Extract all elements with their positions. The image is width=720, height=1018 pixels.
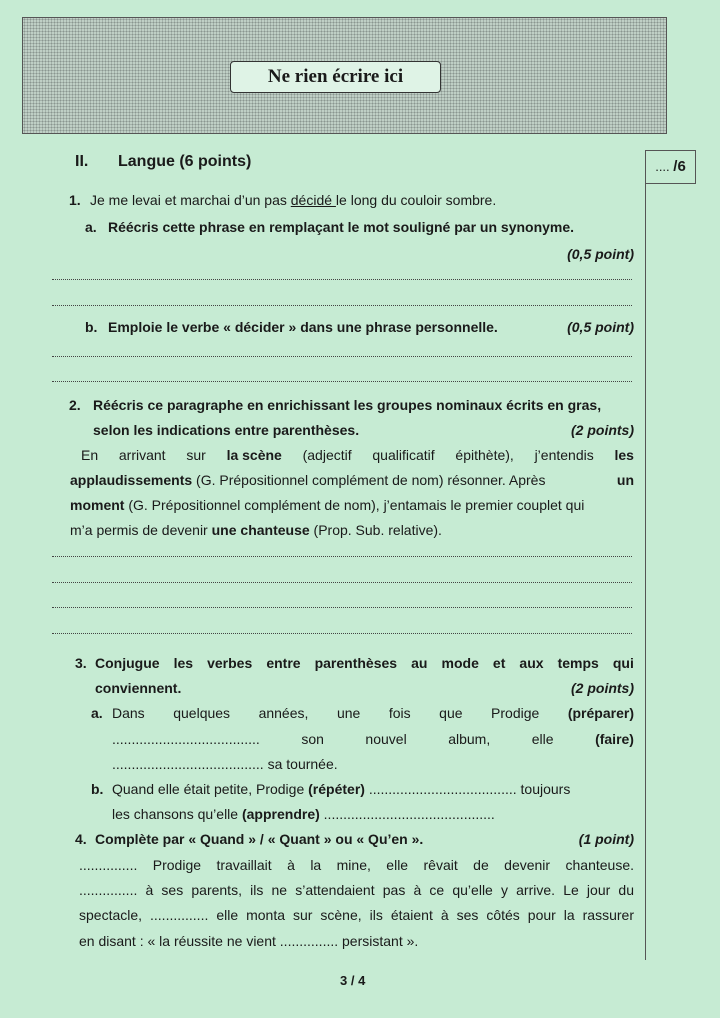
q2-bold-group: les (614, 447, 634, 463)
q2-word: En (81, 447, 99, 463)
q3b-text: ............................................ (319, 806, 495, 822)
q3a-word: que (439, 705, 463, 721)
q2-paragraph-line2 (70, 471, 634, 489)
q3a-word: quelques (173, 705, 231, 721)
q3-instruction-word: aux (519, 655, 544, 671)
answer-line-q1b-1[interactable] (52, 356, 632, 357)
q3a-verb: (préparer) (567, 705, 634, 721)
q3a-word: son (301, 731, 324, 747)
q4-line3: spectacle, ............... elle monta sur scène, ils étaient à ses côtés pour la rassurer (79, 907, 634, 923)
q3b-text: les chansons qu’elle (112, 806, 242, 822)
section-number: II. (75, 153, 89, 170)
q1-number: 1. (69, 192, 81, 208)
q2-paragraph-line4 (70, 521, 442, 539)
q2-bold-group: moment (70, 497, 125, 513)
q3-instruction-line2: conviennent. (95, 680, 182, 696)
q1a-letter: a. (85, 219, 97, 235)
q1b-instruction: Emploie le verbe « décider » dans une phrase personnelle. (108, 319, 498, 335)
answer-line-q1a-1[interactable] (52, 279, 632, 280)
q3a-word: elle (531, 731, 554, 747)
q2-bold-group: une chanteuse (211, 522, 310, 538)
q3a-word: années, (258, 705, 309, 721)
q3-instruction-word: verbes (207, 655, 253, 671)
q2-word: (adjectif (302, 447, 352, 463)
q2-word: arrivant (118, 447, 166, 463)
q3-instruction-word: Conjugue (95, 655, 160, 671)
q2-points: (2 points) (571, 422, 634, 438)
q1b-points: (0,5 point) (567, 319, 634, 335)
q2-bold-group: la scène (226, 447, 282, 463)
q2-instruction-line2: selon les indications entre parenthèses. (93, 422, 360, 438)
q3a-blank[interactable]: ...................................... (112, 731, 260, 747)
q3-instruction-word: les (173, 655, 194, 671)
q1b-letter: b. (85, 319, 98, 335)
q4-line4: en disant : « la réussite ne vient ............... persistant ». (79, 933, 419, 949)
q3-instruction-line1 (95, 654, 634, 672)
q3b-verb: (répéter) (308, 781, 365, 797)
q2-bold-group: un (616, 472, 634, 488)
page-number: 3 / 4 (340, 973, 366, 988)
q2-number: 2. (69, 397, 81, 413)
q3-instruction-word: parenthèses (314, 655, 398, 671)
q3a-letter: a. (91, 705, 103, 721)
q3b-text: Quand elle était petite, Prodige (112, 781, 309, 797)
q1-underlined-word: décidé (290, 192, 336, 208)
q2-word: épithète), (455, 447, 514, 463)
q3a-line2 (112, 730, 634, 748)
q4-points: (1 point) (578, 831, 634, 847)
q3-instruction-word: mode (441, 655, 479, 671)
q2-paragraph-line3 (70, 496, 584, 514)
answer-line-q2-3[interactable] (52, 607, 632, 608)
q1-sentence (90, 191, 496, 209)
q3-number: 3. (75, 655, 87, 671)
answer-line-q1b-2[interactable] (52, 381, 632, 382)
q2-bold-group: applaudissements (70, 472, 193, 488)
q2-word: qualificatif (372, 447, 435, 463)
margin-line (645, 150, 646, 960)
q2-text: (G. Prépositionnel complément de nom) résonner. Après (192, 472, 546, 488)
q3-points: (2 points) (571, 680, 634, 696)
q3-instruction-word: temps (557, 655, 599, 671)
section-title: Langue (6 points) (118, 153, 252, 170)
q3a-word: album, (448, 731, 491, 747)
q3-instruction-word: au (411, 655, 428, 671)
q3b-line1 (112, 780, 570, 798)
q1-sentence-before: Je me levai et marchai d’un pas (90, 192, 291, 208)
answer-line-q2-2[interactable] (52, 582, 632, 583)
q2-instruction-line1: Réécris ce paragraphe en enrichissant les groupes nominaux écrits en gras, (93, 397, 602, 413)
score-value: /6 (673, 158, 686, 175)
q4-line2: ............... à ses parents, ils ne s’attendaient pas à ce qu’elle y arrive. Le jour du (79, 882, 634, 898)
answer-line-q2-4[interactable] (52, 633, 632, 634)
q3a-word: Dans (112, 705, 145, 721)
q3a-word: nouvel (365, 731, 407, 747)
q4-instruction: Complète par « Quand » / « Quant » ou « Qu’en ». (95, 831, 424, 847)
q3-instruction-word: entre (266, 655, 301, 671)
q3a-verb: (faire) (595, 731, 634, 747)
q2-text: (Prop. Sub. relative). (309, 522, 442, 538)
q3-instruction-word: et (492, 655, 506, 671)
q4-line1: ............... Prodige travaillait à la mine, elle rêvait de devenir chanteuse. (79, 857, 634, 873)
q3a-word: Prodige (491, 705, 540, 721)
q2-paragraph-line1 (81, 446, 634, 464)
q3a-line1 (112, 704, 634, 722)
q2-word: sur (186, 447, 206, 463)
q3b-letter: b. (91, 781, 104, 797)
answer-line-q1a-2[interactable] (52, 305, 632, 306)
q3-instruction-word: qui (612, 655, 634, 671)
q2-word: j’entendis (534, 447, 594, 463)
q2-text: m’a permis de devenir (70, 522, 212, 538)
q3b-verb: (apprendre) (241, 806, 320, 822)
q2-text: (G. Prépositionnel complément de nom), j’entamais le premier couplet qui (124, 497, 585, 513)
q1-sentence-after: le long du couloir sombre. (335, 192, 497, 208)
score-prefix: .... (655, 159, 670, 174)
q3b-text: ...................................... toujours (364, 781, 571, 797)
answer-line-q2-1[interactable] (52, 556, 632, 557)
q1a-points: (0,5 point) (567, 246, 634, 262)
q1a-instruction: Réécris cette phrase en remplaçant le mot souligné par un synonyme. (108, 219, 575, 235)
header-notice: Ne rien écrire ici (230, 61, 441, 93)
q3a-line3: ....................................... sa tournée. (112, 756, 338, 772)
q4-number: 4. (75, 831, 87, 847)
q3b-line2 (112, 805, 495, 823)
q3a-word: une (336, 705, 361, 721)
q3a-word: fois (388, 705, 411, 721)
score-box (645, 150, 696, 184)
